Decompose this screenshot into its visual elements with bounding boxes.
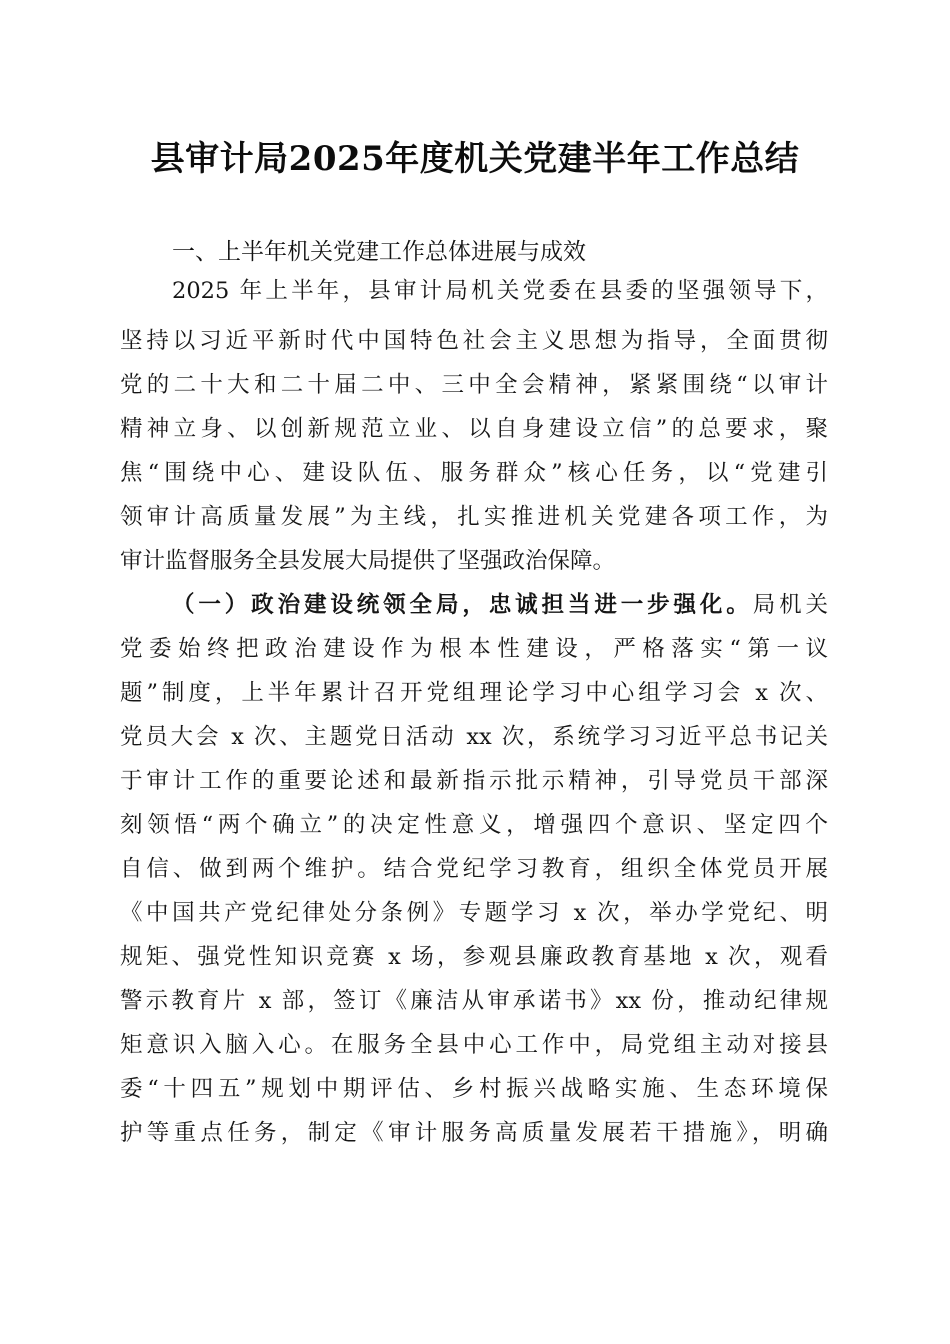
paragraph-line: 2025 年上半年，县审计局机关党委在县委的坚强领导下，: [172, 278, 828, 304]
paragraph-line: 护等重点任务，制定《审计服务高质量发展若干措施》，明确: [120, 1120, 828, 1146]
paragraph-line: 警示教育片 x 部，签订《廉洁从审承诺书》xx 份，推动纪律规: [120, 988, 828, 1014]
section-heading: 一、上半年机关党建工作总体进展与成效: [172, 239, 586, 265]
paragraph-line: 领审计高质量发展”为主线，扎实推进机关党建各项工作，为: [120, 504, 828, 530]
paragraph-line: 《中国共产党纪律处分条例》专题学习 x 次，举办学党纪、明: [120, 900, 828, 926]
subsection-heading: （一）政治建设统领全局，忠诚担当进一步强化。: [172, 592, 753, 618]
paragraph-line: 党的二十大和二十届二中、三中全会精神，紧紧围绕“以审计: [120, 372, 828, 398]
document-title: 县审计局2025年度机关党建半年工作总结: [150, 139, 800, 179]
paragraph-line: 党员大会 x 次、主题党日活动 xx 次，系统学习习近平总书记关: [120, 724, 828, 750]
paragraph-line: 题”制度，上半年累计召开党组理论学习中心组学习会 x 次、: [120, 680, 828, 706]
paragraph-line: 党委始终把政治建设作为根本性建设，严格落实“第一议: [120, 636, 828, 662]
paragraph-line: 审计监督服务全县发展大局提供了坚强政治保障。: [120, 548, 616, 574]
paragraph-line: 刻领悟“两个确立”的决定性意义，增强四个意识、坚定四个: [120, 812, 828, 838]
paragraph-line: 规矩、强党性知识竞赛 x 场，参观县廉政教育基地 x 次，观看: [120, 944, 828, 970]
paragraph-line: 精神立身、以创新规范立业、以自身建设立信”的总要求，聚: [120, 416, 828, 442]
subsection-line: [120, 586, 828, 624]
paragraph-line: 焦“围绕中心、建设队伍、服务群众”核心任务，以“党建引: [120, 460, 828, 486]
paragraph-line: 自信、做到两个维护。结合党纪学习教育，组织全体党员开展: [120, 856, 828, 882]
paragraph-line: 矩意识入脑入心。在服务全县中心工作中，局党组主动对接县: [120, 1032, 828, 1058]
paragraph-line: 于审计工作的重要论述和最新指示批示精神，引导党员干部深: [120, 768, 828, 794]
paragraph-line: 坚持以习近平新时代中国特色社会主义思想为指导，全面贯彻: [120, 328, 828, 354]
paragraph-line: 委“十四五”规划中期评估、乡村振兴战略实施、生态环境保: [120, 1076, 828, 1102]
paragraph-text: 局机关: [752, 592, 828, 618]
